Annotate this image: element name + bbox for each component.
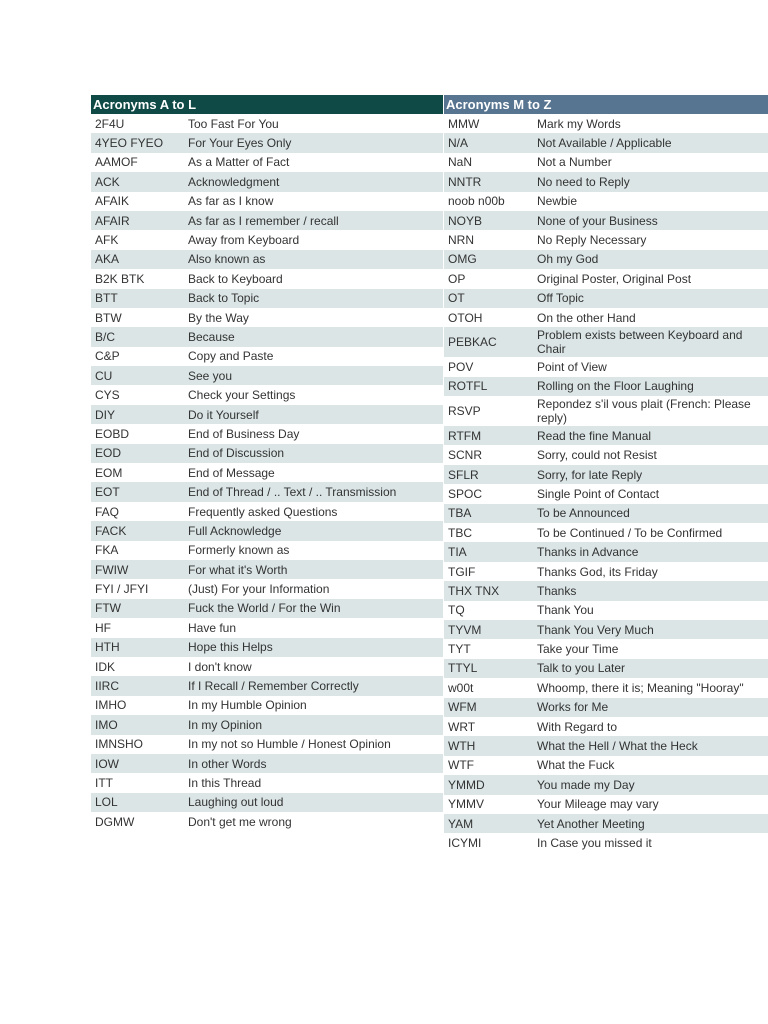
- meaning-cell: Don't get me wrong: [188, 814, 292, 829]
- table-row: [444, 659, 768, 678]
- table-row: [91, 289, 443, 308]
- meaning-cell: Take your Time: [537, 642, 619, 657]
- table-row: [444, 620, 768, 639]
- acronym-cell: TYVM: [448, 622, 482, 637]
- table-row: [444, 445, 768, 464]
- meaning-cell: Talk to you Later: [537, 661, 626, 676]
- acronym-cell: TQ: [448, 603, 465, 618]
- meaning-cell: Do it Yourself: [188, 407, 259, 422]
- meaning-cell: To be Continued / To be Confirmed: [537, 525, 723, 540]
- acronym-cell: FAQ: [95, 504, 120, 519]
- acronym-cell: ACK: [95, 174, 120, 189]
- meaning-cell: Thanks God, its Friday: [537, 564, 658, 579]
- meaning-cell: Not a Number: [537, 155, 612, 170]
- meaning-cell: Read the fine Manual: [537, 428, 652, 443]
- meaning-cell: Sorry, for late Reply: [537, 467, 643, 482]
- table-row: [91, 424, 443, 443]
- table-row: [444, 601, 768, 620]
- table-row: [91, 230, 443, 249]
- meaning-cell: Formerly known as: [188, 543, 290, 558]
- table-row: [91, 153, 443, 172]
- table-row: [444, 775, 768, 794]
- meaning-cell: End of Thread / .. Text / .. Transmission: [188, 485, 397, 500]
- meaning-cell: Works for Me: [537, 700, 609, 715]
- acronym-cell: LOL: [95, 795, 118, 810]
- table-row: [444, 736, 768, 755]
- meaning-cell: See you: [188, 368, 233, 383]
- table-row: [444, 698, 768, 717]
- table-header: Acronyms M to Z: [444, 95, 768, 114]
- meaning-cell: Whoomp, there it is; Meaning "Hooray": [537, 680, 744, 695]
- table-row: [444, 542, 768, 561]
- table-row: [444, 308, 768, 327]
- acronyms-m-to-z-table: [444, 95, 768, 853]
- table-row: [444, 504, 768, 523]
- table-row: [91, 482, 443, 501]
- table-row: [91, 444, 443, 463]
- table-row: [444, 289, 768, 308]
- meaning-cell: If I Recall / Remember Correctly: [188, 679, 359, 694]
- table-row: [91, 715, 443, 734]
- table-row: [444, 639, 768, 658]
- acronym-cell: YAM: [448, 816, 474, 831]
- acronym-cell: OP: [448, 271, 466, 286]
- table-row: [91, 114, 443, 133]
- meaning-cell: In my Humble Opinion: [188, 698, 307, 713]
- table-row: [91, 754, 443, 773]
- table-row: [444, 192, 768, 211]
- acronym-cell: NaN: [448, 155, 473, 170]
- table-row: [91, 327, 443, 346]
- table-body: [444, 114, 768, 853]
- table-row: [444, 396, 768, 426]
- meaning-cell: To be Announced: [537, 506, 630, 521]
- acronym-cell: FKA: [95, 543, 119, 558]
- meaning-cell: Problem exists between Keyboard and Chair: [537, 328, 743, 357]
- meaning-cell: As far as I know: [188, 194, 274, 209]
- table-row: [444, 327, 768, 357]
- acronym-cell: SCNR: [448, 448, 483, 463]
- meaning-cell: Thank You: [537, 603, 594, 618]
- table-row: [91, 560, 443, 579]
- meaning-cell: Mark my Words: [537, 116, 621, 131]
- acronym-cell: NRN: [448, 233, 474, 248]
- meaning-cell: Away from Keyboard: [188, 233, 300, 248]
- meaning-cell: I don't know: [188, 659, 252, 674]
- table-row: [91, 347, 443, 366]
- table-row: [444, 562, 768, 581]
- table-header: Acronyms A to L: [91, 95, 443, 114]
- acronym-cell: YMMD: [448, 777, 485, 792]
- meaning-cell: Oh my God: [537, 252, 599, 267]
- meaning-cell: Your Mileage may vary: [537, 797, 659, 812]
- meaning-cell: Too Fast For You: [188, 116, 279, 131]
- table-row: [91, 773, 443, 792]
- acronym-cell: HTH: [95, 640, 120, 655]
- acronym-cell: HF: [95, 620, 111, 635]
- meaning-cell: What the Hell / What the Heck: [537, 739, 698, 754]
- meaning-cell: In my not so Humble / Honest Opinion: [188, 737, 391, 752]
- acronym-cell: MMW: [448, 116, 480, 131]
- meaning-cell: Thanks: [537, 583, 577, 598]
- acronym-cell: IMNSHO: [95, 737, 143, 752]
- acronym-cell: OMG: [448, 252, 477, 267]
- acronym-cell: AFK: [95, 233, 119, 248]
- meaning-cell: Also known as: [188, 252, 266, 267]
- table-row: [91, 366, 443, 385]
- meaning-cell: Thanks in Advance: [537, 545, 639, 560]
- meaning-cell: In Case you missed it: [537, 835, 652, 850]
- acronym-cell: AAMOF: [95, 155, 138, 170]
- table-row: [91, 638, 443, 657]
- acronyms-a-to-l-table: [91, 95, 443, 831]
- meaning-cell: Frequently asked Questions: [188, 504, 338, 519]
- acronym-cell: NNTR: [448, 174, 482, 189]
- table-row: [444, 523, 768, 542]
- table-row: [444, 230, 768, 249]
- meaning-cell: Thank You Very Much: [537, 622, 654, 637]
- meaning-cell: Rolling on the Floor Laughing: [537, 379, 694, 394]
- acronym-cell: AFAIR: [95, 213, 130, 228]
- meaning-cell: End of Business Day: [188, 426, 300, 441]
- acronym-cell: noob n00b: [448, 194, 505, 209]
- table-row: [91, 676, 443, 695]
- table-row: [444, 133, 768, 152]
- table-row: [91, 250, 443, 269]
- acronym-cell: N/A: [448, 136, 469, 151]
- meaning-cell: Single Point of Contact: [537, 486, 660, 501]
- meaning-cell: On the other Hand: [537, 310, 636, 325]
- meaning-cell: In this Thread: [188, 775, 262, 790]
- meaning-cell: In my Opinion: [188, 717, 263, 732]
- acronym-cell: BTT: [95, 291, 118, 306]
- meaning-cell: By the Way: [188, 310, 249, 325]
- meaning-cell: Hope this Helps: [188, 640, 273, 655]
- acronym-cell: RSVP: [448, 404, 481, 419]
- meaning-cell: Acknowledgment: [188, 174, 280, 189]
- table-row: [444, 172, 768, 191]
- table-row: [444, 833, 768, 852]
- acronym-cell: FYI / JFYI: [95, 582, 149, 597]
- meaning-cell: As a Matter of Fact: [188, 155, 290, 170]
- meaning-cell: Point of View: [537, 359, 607, 374]
- acronym-cell: WFM: [448, 700, 477, 715]
- table-row: [91, 308, 443, 327]
- acronym-cell: IMO: [95, 717, 118, 732]
- table-row: [444, 426, 768, 445]
- acronym-cell: 4YEO FYEO: [95, 136, 164, 151]
- meaning-cell: Repondez s'il vous plait (French: Please reply): [537, 397, 751, 426]
- acronym-cell: CU: [95, 368, 113, 383]
- table-row: [91, 657, 443, 676]
- table-row: [91, 172, 443, 191]
- acronym-cell: ROTFL: [448, 379, 488, 394]
- meaning-cell: Yet Another Meeting: [537, 816, 645, 831]
- acronym-cell: SFLR: [448, 467, 479, 482]
- table-row: [444, 795, 768, 814]
- acronym-cell: 2F4U: [95, 116, 125, 131]
- table-row: [444, 465, 768, 484]
- acronym-cell: DIY: [95, 407, 116, 422]
- table-row: [91, 793, 443, 812]
- acronym-cell: IMHO: [95, 698, 127, 713]
- meaning-cell: No need to Reply: [537, 174, 630, 189]
- acronym-cell: TBA: [448, 506, 472, 521]
- acronym-cell: SPOC: [448, 486, 483, 501]
- table-row: [444, 153, 768, 172]
- table-row: [91, 502, 443, 521]
- acronym-cell: TYT: [448, 642, 471, 657]
- acronym-cell: PEBKAC: [448, 335, 497, 350]
- acronym-cell: RTFM: [448, 428, 482, 443]
- acronym-cell: TBC: [448, 525, 472, 540]
- table-row: [91, 696, 443, 715]
- acronym-cell: AFAIK: [95, 194, 130, 209]
- table-row: [91, 211, 443, 230]
- table-body: [91, 114, 443, 831]
- table-row: [91, 133, 443, 152]
- acronym-cell: WTH: [448, 739, 476, 754]
- acronym-cell: EOT: [95, 485, 120, 500]
- acronym-cell: AKA: [95, 252, 120, 267]
- table-row: [444, 114, 768, 133]
- acronym-cell: IOW: [95, 756, 119, 771]
- table-row: [91, 579, 443, 598]
- meaning-cell: Off Topic: [537, 291, 584, 306]
- meaning-cell: Have fun: [188, 620, 237, 635]
- table-row: [444, 814, 768, 833]
- acronym-cell: OTOH: [448, 310, 483, 325]
- meaning-cell: With Regard to: [537, 719, 618, 734]
- meaning-cell: (Just) For your Information: [188, 582, 330, 597]
- table-row: [91, 385, 443, 404]
- table-row: [444, 269, 768, 288]
- acronym-cell: WTF: [448, 758, 474, 773]
- meaning-cell: None of your Business: [537, 213, 658, 228]
- meaning-cell: Copy and Paste: [188, 349, 274, 364]
- table-row: [444, 211, 768, 230]
- table-row: [91, 618, 443, 637]
- meaning-cell: Not Available / Applicable: [537, 136, 672, 151]
- table-row: [91, 812, 443, 831]
- acronym-cell: EOM: [95, 465, 123, 480]
- table-row: [91, 735, 443, 754]
- meaning-cell: Sorry, could not Resist: [537, 448, 657, 463]
- table-row: [91, 269, 443, 288]
- table-row: [91, 192, 443, 211]
- acronym-cell: B2K BTK: [95, 271, 145, 286]
- table-row: [444, 377, 768, 396]
- meaning-cell: As far as I remember / recall: [188, 213, 339, 228]
- table-row: [444, 581, 768, 600]
- meaning-cell: Back to Keyboard: [188, 271, 283, 286]
- meaning-cell: End of Message: [188, 465, 275, 480]
- acronym-cell: w00t: [448, 680, 474, 695]
- meaning-cell: Back to Topic: [188, 291, 260, 306]
- acronym-cell: ITT: [95, 775, 113, 790]
- meaning-cell: No Reply Necessary: [537, 233, 647, 248]
- meaning-cell: Fuck the World / For the Win: [188, 601, 341, 616]
- acronym-cell: IIRC: [95, 679, 119, 694]
- acronym-cell: FTW: [95, 601, 121, 616]
- acronym-cell: NOYB: [448, 213, 483, 228]
- meaning-cell: For what it's Worth: [188, 562, 288, 577]
- acronym-cell: B/C: [95, 329, 116, 344]
- acronym-cell: EOD: [95, 446, 122, 461]
- acronym-cell: FWIW: [95, 562, 129, 577]
- table-row: [91, 521, 443, 540]
- acronym-cell: ICYMI: [448, 835, 482, 850]
- meaning-cell: In other Words: [188, 756, 267, 771]
- table-row: [91, 463, 443, 482]
- table-row: [444, 756, 768, 775]
- meaning-cell: End of Discussion: [188, 446, 285, 461]
- acronym-cell: IDK: [95, 659, 116, 674]
- meaning-cell: Newbie: [537, 194, 578, 209]
- table-row: [444, 357, 768, 376]
- acronym-cell: DGMW: [95, 814, 135, 829]
- meaning-cell: What the Fuck: [537, 758, 615, 773]
- acronym-cell: THX TNX: [448, 583, 500, 598]
- table-row: [444, 717, 768, 736]
- table-row: [91, 405, 443, 424]
- acronym-cell: TIA: [448, 545, 467, 560]
- table-row: [444, 678, 768, 697]
- table-row: [444, 484, 768, 503]
- meaning-cell: Check your Settings: [188, 388, 296, 403]
- meaning-cell: Laughing out loud: [188, 795, 284, 810]
- meaning-cell: Full Acknowledge: [188, 523, 282, 538]
- acronym-cell: TGIF: [448, 564, 476, 579]
- acronym-cell: POV: [448, 359, 474, 374]
- table-row: [91, 541, 443, 560]
- table-row: [444, 250, 768, 269]
- meaning-cell: Original Poster, Original Post: [537, 271, 692, 286]
- acronym-cell: BTW: [95, 310, 122, 325]
- acronym-cell: EOBD: [95, 426, 130, 441]
- acronym-cell: FACK: [95, 523, 127, 538]
- acronym-cell: OT: [448, 291, 465, 306]
- acronym-cell: WRT: [448, 719, 476, 734]
- meaning-cell: You made my Day: [537, 777, 635, 792]
- acronym-cell: C&P: [95, 349, 120, 364]
- acronym-cell: YMMV: [448, 797, 484, 812]
- acronym-cell: TTYL: [448, 661, 478, 676]
- meaning-cell: For Your Eyes Only: [188, 136, 292, 151]
- meaning-cell: Because: [188, 329, 235, 344]
- acronym-cell: CYS: [95, 388, 120, 403]
- table-row: [91, 599, 443, 618]
